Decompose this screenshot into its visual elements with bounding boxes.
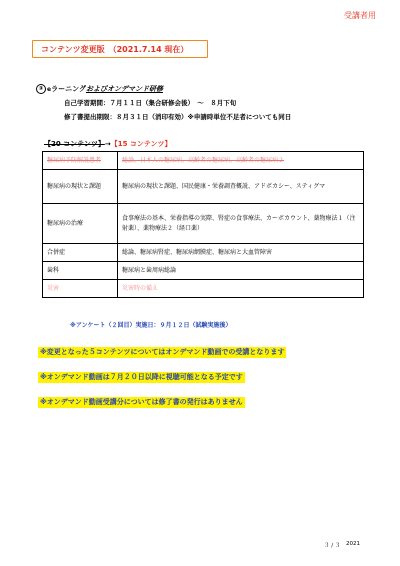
- section-title-emphasis: およびオンデマンド研修: [85, 85, 163, 93]
- course-category: 糖尿病の治療: [43, 204, 118, 244]
- course-category: 糖尿病予防解説患者: [43, 152, 118, 170]
- course-category: 災害: [43, 280, 118, 298]
- note-item: ※オンデマンド動画は７月２０日以降に視聴可能となる予定です: [40, 373, 243, 381]
- table-row: [43, 170, 364, 204]
- survey-note: ※アンケート（２回目）実施日：９月１２日（試験実施後）: [70, 322, 232, 329]
- course-content: 災害時の備え: [118, 280, 364, 298]
- study-period: 自己学習期間：７月１１日（集合研修会後） ～ ８月下旬: [64, 99, 237, 107]
- course-category: 歯科: [43, 262, 118, 280]
- version-box: コンテンツ変更版 （2021.7.14 現在）: [32, 40, 208, 58]
- course-content: 総論、日本人の糖尿病、高齢者の糖尿病、高齢者の糖尿病２: [118, 152, 364, 170]
- change-arrow: →: [104, 140, 111, 148]
- course-content: 糖尿病の現状と課題、国民健康・栄養調査概説、アドボカシー、スティグマ: [118, 170, 364, 204]
- note-item: ※オンデマンド動画受講分については修了書の発行はありません: [40, 398, 243, 406]
- course-category: 合併症: [43, 244, 118, 262]
- course-content: 食事療法の基本、栄養指導の実際、腎症の食事療法、カーボカウント、薬物療法１（注射薬）、薬物療法２（経口薬）: [118, 204, 364, 244]
- section-prefix: e: [47, 86, 52, 93]
- section-heading: [36, 84, 163, 94]
- table-row: [43, 262, 364, 280]
- submission-deadline: 修了書提出期限：８月３１日（消印有効）※申請時単位不足者についても同日: [64, 113, 292, 121]
- table-row: [43, 152, 364, 170]
- content-count-change: [44, 139, 172, 149]
- table-row: [43, 280, 364, 298]
- course-category: 糖尿病の現状と課題: [43, 170, 118, 204]
- footer-year: 2021: [346, 541, 360, 547]
- section-title: ラーニング: [51, 85, 86, 93]
- course-table: [42, 151, 364, 298]
- course-content: 糖尿病と歯周病総論: [118, 262, 364, 280]
- table-row: [43, 204, 364, 244]
- table-row: [43, 244, 364, 262]
- page-number: ３ / ３: [324, 543, 341, 549]
- audience-label: 受講者用: [344, 11, 376, 20]
- note-item: ※変更となった５コンテンツについてはオンデマンド動画での受講となります: [40, 348, 285, 356]
- new-count: 【15 コンテンツ】: [110, 140, 172, 148]
- course-content: 総論、糖尿病腎症、糖尿病網膜症、糖尿病と大血管障害: [118, 244, 364, 262]
- section-number: ③: [36, 84, 46, 94]
- old-count: 【20 コンテンツ】: [44, 140, 105, 148]
